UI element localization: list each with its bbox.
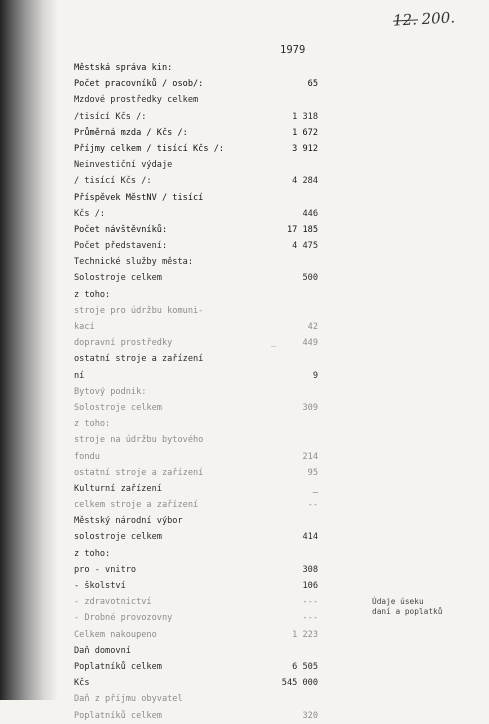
row-label: Kčs xyxy=(74,678,90,689)
row-label: celkem stroje a zařízení xyxy=(74,500,199,511)
table-row xyxy=(66,206,326,222)
row-label: Daň z příjmu obyvatel xyxy=(74,694,183,705)
row-label: dopravní prostředky xyxy=(74,338,173,349)
table-row xyxy=(66,254,326,270)
row-label: /tisící Kčs /: xyxy=(74,111,147,122)
table-row xyxy=(66,335,326,351)
table-row xyxy=(66,384,326,400)
scan-shadow-edge xyxy=(0,0,58,700)
row-label: Počet pracovníků / osob/: xyxy=(74,79,204,90)
row-label: Poplatníků celkem xyxy=(74,710,162,721)
table-row xyxy=(66,287,326,303)
row-value: 449 xyxy=(302,338,318,349)
table-row xyxy=(66,238,326,254)
table-row xyxy=(66,691,326,707)
row-label: fondu xyxy=(74,451,100,462)
row-label: Solostroje celkem xyxy=(74,402,162,413)
row-value: 106 xyxy=(302,581,318,591)
row-value: 309 xyxy=(302,402,318,413)
row-label: z toho: xyxy=(74,548,111,559)
table-row xyxy=(66,578,326,594)
row-value: 3 912 xyxy=(292,143,318,154)
table-row xyxy=(66,125,326,141)
row-value: 6 505 xyxy=(292,661,318,672)
row-label: - školství xyxy=(74,581,126,591)
side-note-line2: daní a poplatků xyxy=(372,607,443,616)
table-row xyxy=(66,92,326,108)
table-row xyxy=(66,157,326,173)
table-row xyxy=(66,173,326,189)
table-row xyxy=(66,319,326,335)
table-row xyxy=(66,303,326,319)
year-header: 1979 xyxy=(280,44,306,56)
row-value: --- xyxy=(302,613,318,624)
row-value: 1 223 xyxy=(292,629,318,640)
row-label: Poplatníků celkem xyxy=(74,661,162,672)
row-label: solostroje celkem xyxy=(74,532,162,543)
row-label: Daň domovní xyxy=(74,645,131,656)
table-row xyxy=(66,141,326,157)
table-row xyxy=(66,546,326,562)
row-label: stroje na údržbu bytového xyxy=(74,435,204,446)
row-value: 545 000 xyxy=(281,678,318,689)
row-value: 9 xyxy=(312,370,318,381)
row-label: pro - vnitro xyxy=(74,564,137,575)
row-value: -- xyxy=(307,500,318,511)
row-label: Technické služby města: xyxy=(74,257,193,268)
table-row xyxy=(66,432,326,448)
row-label: Počet návštěvníků: xyxy=(74,224,168,235)
row-label: Mzdové prostředky celkem xyxy=(74,95,199,106)
table-row xyxy=(66,109,326,125)
table-row xyxy=(66,643,326,659)
side-note-line1: Údaje úseku xyxy=(372,597,424,606)
row-label: Kulturní zařízení xyxy=(74,483,162,494)
row-label: Městská správa kin: xyxy=(74,63,173,73)
row-label: z toho: xyxy=(74,289,111,300)
row-label: Průměrná mzda / Kčs /: xyxy=(74,127,188,138)
row-label: Počet představení: xyxy=(74,241,168,252)
row-value: 500 xyxy=(302,273,318,284)
table-row xyxy=(66,465,326,481)
table-row xyxy=(66,708,326,724)
row-label: z toho: xyxy=(74,419,111,430)
table-row xyxy=(66,497,326,513)
row-label: kací xyxy=(74,322,95,332)
table-row xyxy=(66,610,326,626)
row-label: Solostroje celkem xyxy=(74,273,162,284)
table-row xyxy=(66,190,326,206)
table-row xyxy=(66,481,326,497)
table-row xyxy=(66,368,326,384)
table-row xyxy=(66,60,326,76)
row-label: Příspěvek MěstNV / tisící xyxy=(74,192,204,203)
statistics-table xyxy=(66,60,326,724)
table-row xyxy=(66,594,326,610)
row-label: ní xyxy=(74,370,85,381)
row-label: - Drobné provozovny xyxy=(74,613,173,624)
row-label: Neinvestiční výdaje xyxy=(74,160,173,171)
table-row xyxy=(66,449,326,465)
row-value: 4 475 xyxy=(292,241,318,252)
row-value: 17 185 xyxy=(286,224,318,235)
row-value: 65 xyxy=(307,79,318,90)
row-value: 308 xyxy=(302,564,318,575)
row-label: Příjmy celkem / tisící Kčs /: xyxy=(74,143,225,154)
table-row xyxy=(66,562,326,578)
row-label: Městský národní výbor xyxy=(74,516,183,527)
table-row xyxy=(66,351,326,367)
row-value: 42 xyxy=(307,322,318,332)
table-row xyxy=(66,513,326,529)
table-row xyxy=(66,529,326,545)
table-row xyxy=(66,627,326,643)
row-value: 4 284 xyxy=(292,176,318,187)
row-value: 1 672 xyxy=(292,127,318,138)
table-row xyxy=(66,675,326,691)
row-label: ostatní stroje a zařízení xyxy=(74,354,204,365)
row-value: 1 318 xyxy=(292,111,318,122)
row-label: ostatní stroje a zařízení xyxy=(74,467,204,478)
row-value: 214 xyxy=(302,451,318,462)
row-value: 320 xyxy=(302,710,318,721)
row-value: 95 xyxy=(307,467,318,478)
table-row xyxy=(66,270,326,286)
row-label: - zdravotnictví xyxy=(74,597,152,608)
row-value: 446 xyxy=(302,208,318,219)
table-row xyxy=(66,222,326,238)
row-label: Celkem nakoupeno xyxy=(74,629,157,640)
row-label: / tisící Kčs /: xyxy=(74,176,152,187)
row-label: Bytový podnik: xyxy=(74,386,147,397)
handwritten-note xyxy=(393,8,456,29)
row-label: stroje pro údržbu komuni- xyxy=(74,305,204,316)
table-row xyxy=(66,76,326,92)
handwritten-note-text: 12. 200. xyxy=(392,8,456,30)
table-row xyxy=(66,659,326,675)
row-value: _ xyxy=(312,483,318,494)
side-note xyxy=(372,597,442,617)
row-value: 414 xyxy=(302,532,318,543)
table-row xyxy=(66,416,326,432)
row-label: Kčs /: xyxy=(74,208,106,219)
row-value: --- xyxy=(302,597,318,608)
table-row xyxy=(66,400,326,416)
row-dash: _ xyxy=(271,338,277,349)
